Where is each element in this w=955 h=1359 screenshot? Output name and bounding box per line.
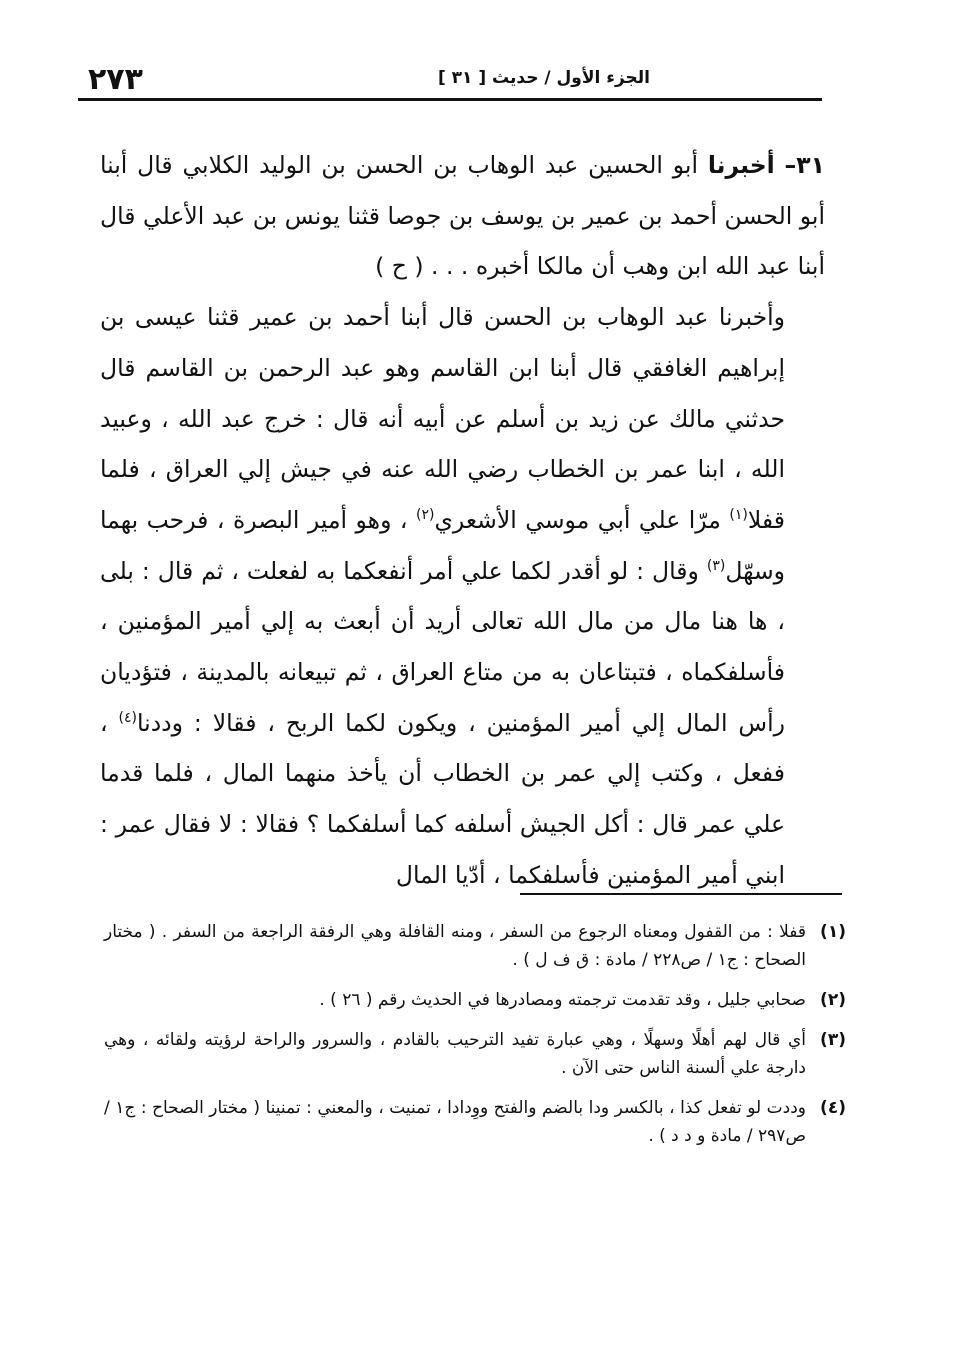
footnote-number: (٣) xyxy=(820,1030,846,1050)
footnote-2 xyxy=(104,986,846,1014)
footnote-number: (٢) xyxy=(820,990,846,1010)
footnote-1 xyxy=(104,918,846,974)
header-rule xyxy=(78,98,822,101)
paragraph-2-part-e: ، ففعل ، وكتب إلي عمر بن الخطاب أن يأخذ منهما المال ، فلما قدما علي عمر قال : أكل الجيش أسلفه كما أسلفكما ؟ فقالا : لا فقال عمر : ابني أمير المؤمنين فأسلفكما ، أدّيا المال xyxy=(100,708,785,889)
paragraph-2-part-d: وقال : لو أقدر لكما علي أمر أنفعكما به لفعلت ، ثم قال : بلى ، ها هنا مال من مال الله تعالى أريد أن أبعث به إلي أمير المؤمنين ، فأسلفكماه ، فتبتاعان به من متاع العراق ، ثم تبيعانه بالمدينة ، فتؤديان رأس المال إلي أمير المؤمنين ، ويكون لكما الربح ، فقالا : وددنا xyxy=(100,556,785,737)
footnote-ref-3[interactable]: (٣) xyxy=(706,557,726,574)
paragraph-2-part-c: ، وهو أمير البصرة ، فرحب بهما وسهّل xyxy=(100,505,785,585)
footnote-separator xyxy=(520,893,842,895)
footnote-4 xyxy=(104,1094,846,1150)
paragraph-1-text: أبو الحسين عبد الوهاب بن الحسن بن الوليد الكلابي قال أبنا أبو الحسن أحمد بن عمير بن يوسف بن جوصا قثنا يونس بن عبد الأعلي قال أبنا عبد الله ابن وهب أن مالكا أخبره . . . ( ح ) xyxy=(100,151,825,281)
footnote-3 xyxy=(104,1026,846,1082)
footnote-number: (٤) xyxy=(820,1098,846,1118)
page-number: ٢٧٣ xyxy=(88,62,143,97)
paragraph-2-part-a: وأخبرنا عبد الوهاب بن الحسن قال أبنا أحمد بن عمير قثنا عيسى بن إبراهيم الغافقي قال أبنا ابن القاسم وهو عبد الرحمن بن القاسم قال حدثني مالك عن زيد بن أسلم عن أبيه أنه قال : خرج عبد الله ، وعبيد الله ، ابنا عمر بن الخطاب رضي الله عنه في جيش إلي العراق ، فلما قفلا xyxy=(100,303,785,534)
page-header xyxy=(78,58,820,98)
footnote-ref-2[interactable]: (٢) xyxy=(416,507,435,524)
lead-word: أخبرنا xyxy=(707,151,775,179)
hadith-number: ٣١– xyxy=(784,151,825,179)
footnote-ref-4[interactable]: (٤) xyxy=(118,709,137,726)
footnote-ref-1[interactable]: (١) xyxy=(729,507,748,524)
hadith-paragraph-1 xyxy=(100,140,825,292)
footnote-text: صحابي جليل ، وقد تقدمت ترجمته ومصادرها في الحديث رقم ( ٢٦ ) . xyxy=(319,990,806,1010)
footnote-number: (١) xyxy=(820,922,846,942)
paragraph-2-part-b: مرّا علي أبي موسي الأشعري xyxy=(434,505,721,534)
footnote-text: قفلا : من القفول ومعناه الرجوع من السفر ، ومنه القافلة وهي الرفقة الراجعة من السفر . ( مختار الصحاح : ج١ / ص٢٢٨ / مادة : ق ف ل ) . xyxy=(104,922,806,970)
running-head: الجزء الأول / حديث [ ٣١ ] xyxy=(437,68,650,88)
footnote-text: وددت لو تفعل كذا ، بالكسر ودا بالضم والفتح ووِدادا ، تمنيت ، والمعني : تمنينا ( مختار الصحاح : ج١ / ص٢٩٧ / مادة و د د ) . xyxy=(104,1098,806,1146)
hadith-paragraph-2 xyxy=(100,292,825,900)
footnote-text: أي قال لهم أهلًا وسهلًا ، وهي عبارة تفيد الترحيب بالقادم ، والسرور والراحة لرؤيته ولقائه ، وهي دارجة علي ألسنة الناس حتى الآن . xyxy=(104,1030,806,1078)
main-text xyxy=(100,140,825,901)
footnotes xyxy=(104,918,846,1162)
